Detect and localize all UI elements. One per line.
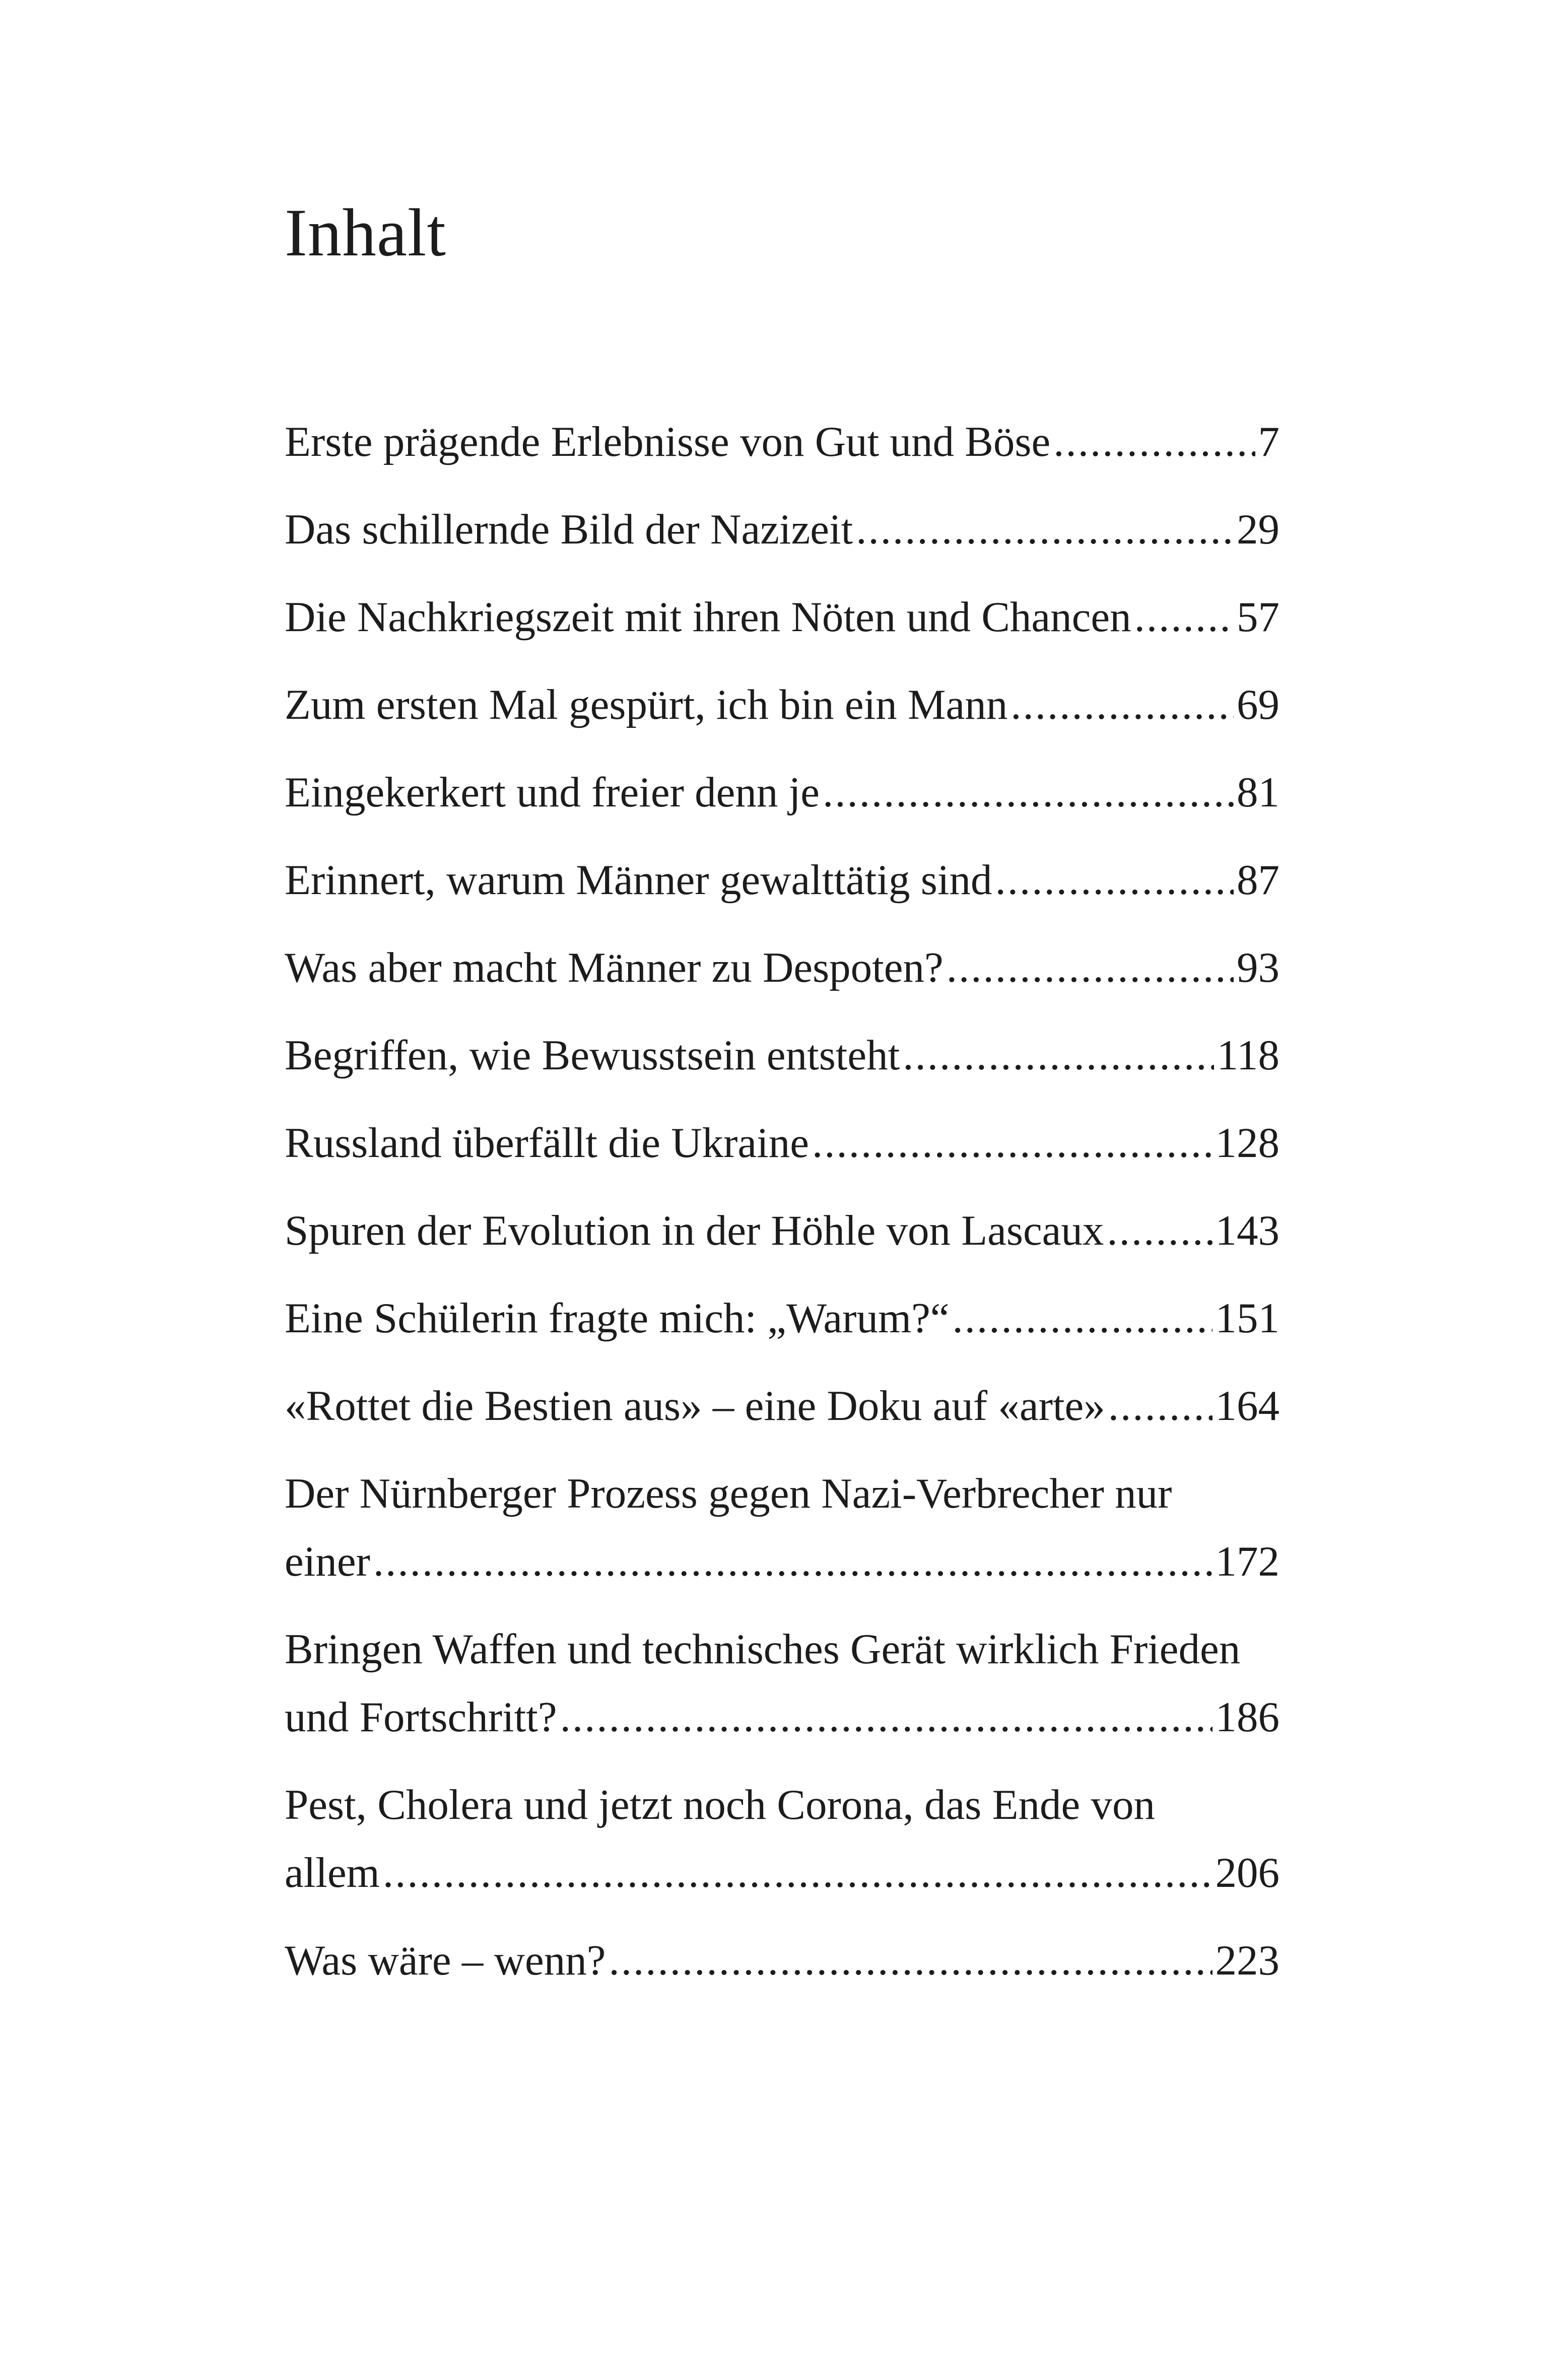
toc-entry (285, 1771, 1279, 1907)
dot-leader (995, 846, 1234, 914)
toc-entry-title: Das schillernde Bild der Nazizeit (285, 506, 853, 553)
toc-page-number: 118 (1217, 1032, 1279, 1079)
table-of-contents (285, 408, 1279, 2014)
dot-leader (812, 1109, 1213, 1177)
toc-page-number: 164 (1215, 1382, 1279, 1430)
toc-entry-leader-line (285, 934, 1279, 1002)
toc-page-number: 81 (1237, 769, 1279, 816)
toc-entry-leader-line (285, 1927, 1279, 1995)
dot-leader (903, 1022, 1214, 1090)
dot-leader (856, 496, 1234, 564)
toc-page-number: 172 (1215, 1538, 1279, 1585)
toc-entry-title: allem (285, 1849, 380, 1896)
toc-entry-leader-line (285, 671, 1279, 739)
dot-leader (1053, 408, 1255, 476)
toc-entry-title: einer (285, 1538, 370, 1585)
toc-entry (285, 583, 1279, 651)
toc-entry-title: Erinnert, warum Männer gewalttätig sind (285, 856, 992, 904)
toc-entry-leader-line (285, 759, 1279, 827)
toc-entry-leader-line (285, 583, 1279, 651)
toc-entry-title: Erste prägende Erlebnisse von Gut und Böse (285, 418, 1051, 465)
toc-entry (285, 846, 1279, 914)
dot-leader (947, 934, 1234, 1002)
toc-entry (285, 1460, 1279, 1596)
toc-page-number: 87 (1237, 856, 1279, 904)
toc-page-number: 93 (1237, 944, 1279, 991)
toc-page-number: 128 (1215, 1119, 1279, 1167)
toc-page-number: 29 (1237, 506, 1279, 553)
toc-page-number: 186 (1215, 1693, 1279, 1741)
toc-entry (285, 1022, 1279, 1090)
toc-entry (285, 496, 1279, 564)
toc-entry-title: Spuren der Evolution in der Höhle von Lascaux (285, 1207, 1104, 1254)
toc-entry-title: Zum ersten Mal gespürt, ich bin ein Mann (285, 681, 1008, 728)
page-title: Inhalt (285, 195, 446, 270)
toc-page-number: 223 (1215, 1937, 1279, 1984)
toc-entry-leader-line (285, 1839, 1279, 1907)
toc-entry-title: Eingekerkert und freier denn je (285, 769, 820, 816)
toc-entry-leader-line (285, 1372, 1279, 1440)
toc-entry-title-line: Der Nürnberger Prozess gegen Nazi-Verbrecher nur (285, 1470, 1172, 1517)
toc-entry (285, 408, 1279, 476)
toc-page-number: 151 (1215, 1295, 1279, 1342)
toc-page-number: 206 (1215, 1849, 1279, 1896)
toc-entry-leader-line (285, 846, 1279, 914)
toc-entry (285, 1284, 1279, 1352)
toc-entry (285, 1197, 1279, 1265)
toc-entry (285, 1927, 1279, 1995)
toc-entry (285, 671, 1279, 739)
toc-entry-title: Was aber macht Männer zu Despoten? (285, 944, 944, 991)
dot-leader (373, 1528, 1213, 1596)
toc-entry-title: Eine Schülerin fragte mich: „Warum?“ (285, 1295, 950, 1342)
toc-entry-leader-line (285, 1197, 1279, 1265)
toc-entry-leader-line (285, 1022, 1279, 1090)
toc-entry (285, 759, 1279, 827)
dot-leader (560, 1683, 1213, 1751)
toc-entry-title: «Rottet die Bestien aus» – eine Doku auf «arte» (285, 1382, 1105, 1430)
dot-leader (1134, 583, 1234, 651)
toc-entry-leader-line (285, 1284, 1279, 1352)
toc-entry-leader-line (285, 1528, 1279, 1596)
toc-page-number: 69 (1237, 681, 1279, 728)
dot-leader (1108, 1372, 1213, 1440)
toc-entry (285, 1615, 1279, 1751)
toc-entry-title: Begriffen, wie Bewusstsein entsteht (285, 1032, 900, 1079)
toc-page-number: 143 (1215, 1207, 1279, 1254)
toc-entry-title: und Fortschritt? (285, 1693, 557, 1741)
toc-entry (285, 1372, 1279, 1440)
toc-entry-title: Russland überfällt die Ukraine (285, 1119, 809, 1167)
dot-leader (1011, 671, 1234, 739)
toc-entry-leader-line (285, 496, 1279, 564)
toc-entry-title: Die Nachkriegszeit mit ihren Nöten und Chancen (285, 593, 1131, 641)
toc-entry-title: Was wäre – wenn? (285, 1937, 606, 1984)
toc-entry-title-line: Pest, Cholera und jetzt noch Corona, das Ende von (285, 1781, 1155, 1828)
toc-entry (285, 934, 1279, 1002)
toc-entry-leader-line (285, 1683, 1279, 1751)
dot-leader (609, 1927, 1212, 1995)
toc-entry-title-line: Bringen Waffen und technisches Gerät wirklich Frieden (285, 1625, 1241, 1673)
dot-leader (953, 1284, 1213, 1352)
toc-entry-leader-line (285, 1109, 1279, 1177)
toc-entry (285, 1109, 1279, 1177)
toc-page-number: 7 (1258, 418, 1279, 465)
toc-page-number: 57 (1237, 593, 1279, 641)
dot-leader (823, 759, 1234, 827)
toc-entry-leader-line (285, 408, 1279, 476)
dot-leader (1107, 1197, 1212, 1265)
dot-leader (383, 1839, 1213, 1907)
